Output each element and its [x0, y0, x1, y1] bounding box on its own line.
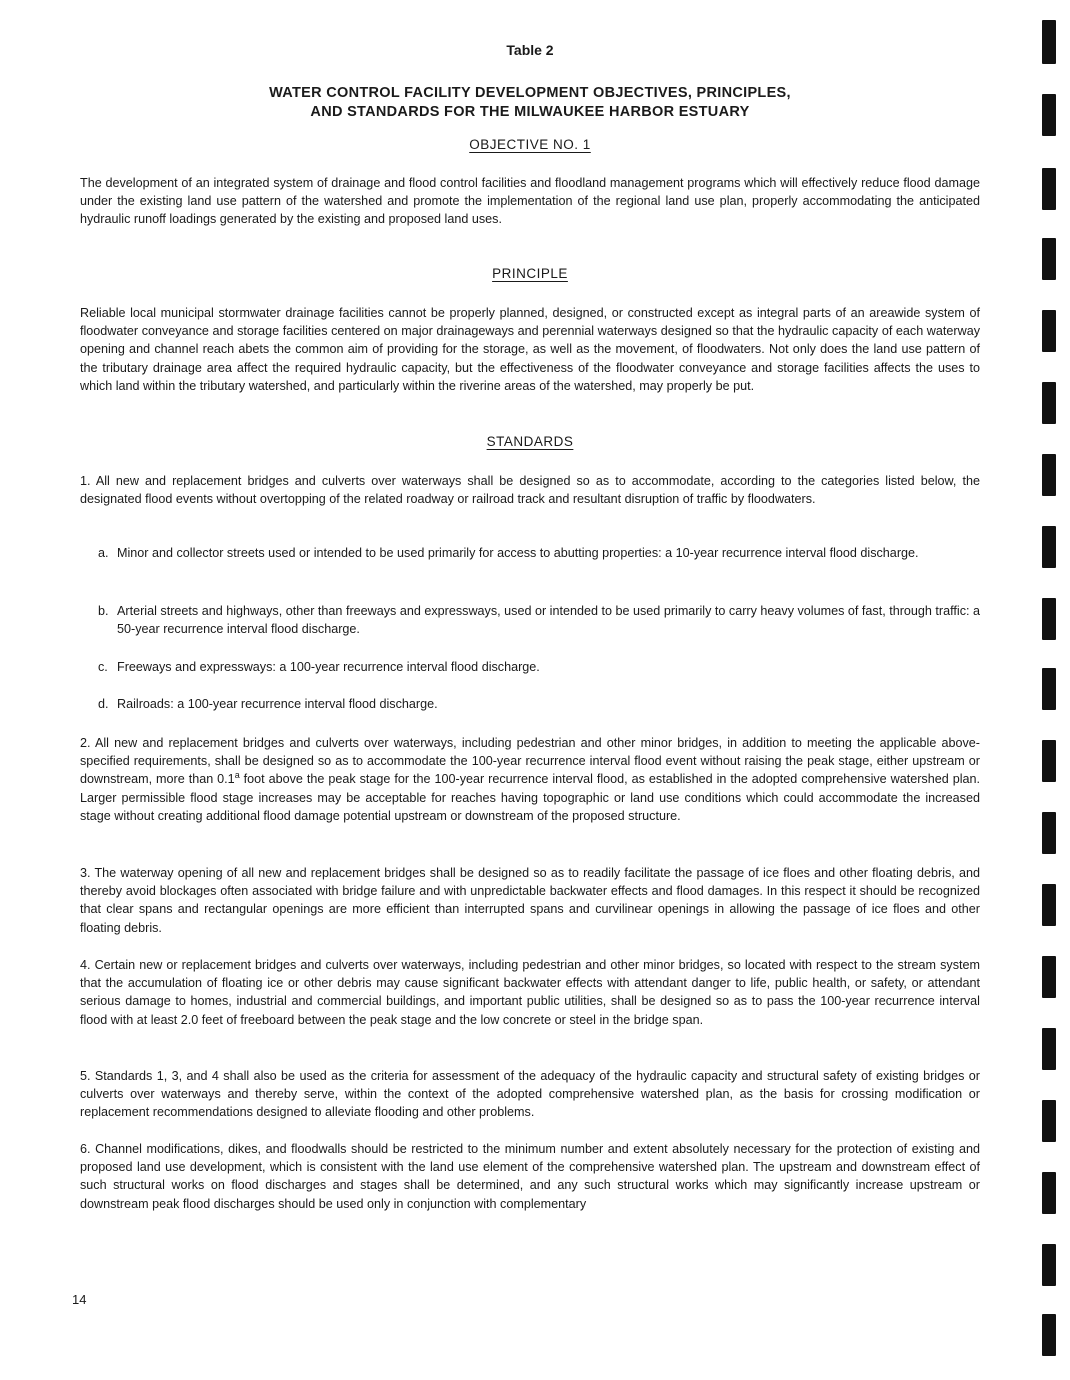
binding-mark [1042, 168, 1056, 210]
binding-mark [1042, 884, 1056, 926]
binding-mark [1042, 598, 1056, 640]
item-label: b. [98, 604, 109, 618]
binding-mark [1042, 956, 1056, 998]
binding-mark [1042, 382, 1056, 424]
item-text: Arterial streets and highways, other than freeways and expressways, used or intended to be used primarily to carry heavy volumes of fast, through traffic: a 50-year recurrence interval flood discharge. [117, 604, 980, 637]
item-text: Minor and collector streets used or intended to be used primarily for access to abutting properties: a 10-year recurrence interval flood discharge. [117, 546, 919, 560]
binding-mark [1042, 668, 1056, 710]
binding-mark [1042, 1028, 1056, 1070]
item-label: c. [98, 660, 108, 674]
binding-mark [1042, 94, 1056, 136]
standard-5: 5. Standards 1, 3, and 4 shall also be used as the criteria for assessment of the adequacy of the hydraulic capacity and structural safety of existing bridges or culverts over waterways and thereby serve, within the context of the adopted comprehensive watershed plan, as the basis for crossing modification or replacement recommendations designed to alleviate flooding and other problems. [80, 1069, 980, 1120]
binding-mark [1042, 1314, 1056, 1356]
binding-mark [1042, 526, 1056, 568]
objective-heading: OBJECTIVE NO. 1 [469, 137, 591, 152]
footnote-marker: a [234, 770, 240, 781]
document-title [80, 84, 980, 122]
principle-heading: PRINCIPLE [492, 266, 568, 281]
item-label: d. [98, 697, 109, 711]
objective-text: The development of an integrated system of drainage and flood control facilities and floodland management programs which will effectively reduce flood damage under the existing land use pattern of the watershed and promote the implementation of the regional land use plan, properly accommodating the anticipated hydraulic runoff loadings generated by the existing and proposed land uses. [80, 176, 980, 227]
item-text: Freeways and expressways: a 100-year recurrence interval flood discharge. [117, 660, 540, 674]
table-label: Table 2 [506, 42, 554, 58]
binding-mark [1042, 310, 1056, 352]
standard-2: 2. All new and replacement bridges and culverts over waterways, including pedestrian and other minor bridges, in addition to meeting the applicable above-specified requirements, shall be designed so as to accommodate the 100-year recurrence interval flood event without raising the peak stage, either upstream or downstream, more than 0.1$^a$ foot above the peak stage for the 100-year recurrence interval flood, as established in the adopted comprehensive watershed plan. Larger permissible flood stage increases may be acceptable for reaches having topographic or land use conditions which could accommodate the increased stage without creating additional flood damage potential upstream or downstream of the proposed structure. [80, 736, 981, 823]
binding-mark [1042, 740, 1056, 782]
standard-6: 6. Channel modifications, dikes, and floodwalls should be restricted to the minimum number and extent absolutely necessary for the protection of existing and proposed land use development, which is consistent with the land use element of the comprehensive watershed plan. The upstream and downstream effect of such structural works on flood discharges and stages shall be determined, and any such structural works which may significantly increase upstream or downstream peak flood discharges should be used only in conjunction with complementary [80, 1142, 980, 1211]
page-number: 14 [72, 1292, 87, 1307]
standard-1d [98, 695, 980, 713]
binding-mark [1042, 238, 1056, 280]
principle-text: Reliable local municipal stormwater drainage facilities cannot be properly planned, designed, or constructed except as integral parts of an areawide system of floodwater conveyance and storage facilities centered on major drainageways and perennial waterways designed so that the hydraulic capacity of each waterway opening and channel reach abets the common aim of providing for the storage, as well as the movement, of floodwaters. Not only does the land use pattern of the tributary drainage area affect the required hydraulic capacity, but the effectiveness of the floodwater conveyance and storage facilities affects the uses to which land within the tributary watershed, and particularly within the riverine areas of the watershed, may properly be put. [80, 306, 980, 393]
standard-1b [98, 602, 980, 638]
title-line-1: WATER CONTROL FACILITY DEVELOPMENT OBJECTIVES, PRINCIPLES, [269, 85, 791, 101]
standard-1: 1. All new and replacement bridges and culverts over waterways shall be designed so as to accommodate, according to the categories listed below, the designated flood events without overtopping of the related roadway or railroad track and resultant disruption of traffic by floodwaters. [80, 474, 980, 507]
item-label: a. [98, 546, 109, 560]
standard-1c [98, 658, 980, 676]
title-line-2: AND STANDARDS FOR THE MILWAUKEE HARBOR ESTUARY [310, 104, 750, 120]
binding-mark [1042, 454, 1056, 496]
standard-1a [98, 544, 980, 562]
standards-heading: STANDARDS [486, 434, 574, 449]
binding-mark [1042, 812, 1056, 854]
standard-4: 4. Certain new or replacement bridges and culverts over waterways, including pedestrian and other minor bridges, so located with respect to the stream system that the accumulation of floating ice or other debris may cause significant backwater effects with attendant danger to life, public health, or safety, or attendant serious damage to homes, industrial and commercial buildings, and important public utilities, shall be designed so as to pass the 100-year recurrence interval flood with at least 2.0 feet of freeboard between the peak stage and the low concrete or steel in the bridge span. [80, 958, 980, 1027]
binding-mark [1042, 1172, 1056, 1214]
binding-mark [1042, 20, 1056, 64]
item-text: Railroads: a 100-year recurrence interval flood discharge. [117, 697, 438, 711]
binding-mark [1042, 1244, 1056, 1286]
standard-3: 3. The waterway opening of all new and replacement bridges shall be designed so as to readily facilitate the passage of ice floes and other floating debris, and thereby avoid blockages often associated with bridge failure and with unpredictable backwater effects and flood damages. In this respect it should be recognized that clear spans and rectangular openings are more efficient than interrupted spans and curvilinear openings in allowing the passage of ice floes and other floating debris. [80, 866, 980, 935]
binding-mark [1042, 1100, 1056, 1142]
